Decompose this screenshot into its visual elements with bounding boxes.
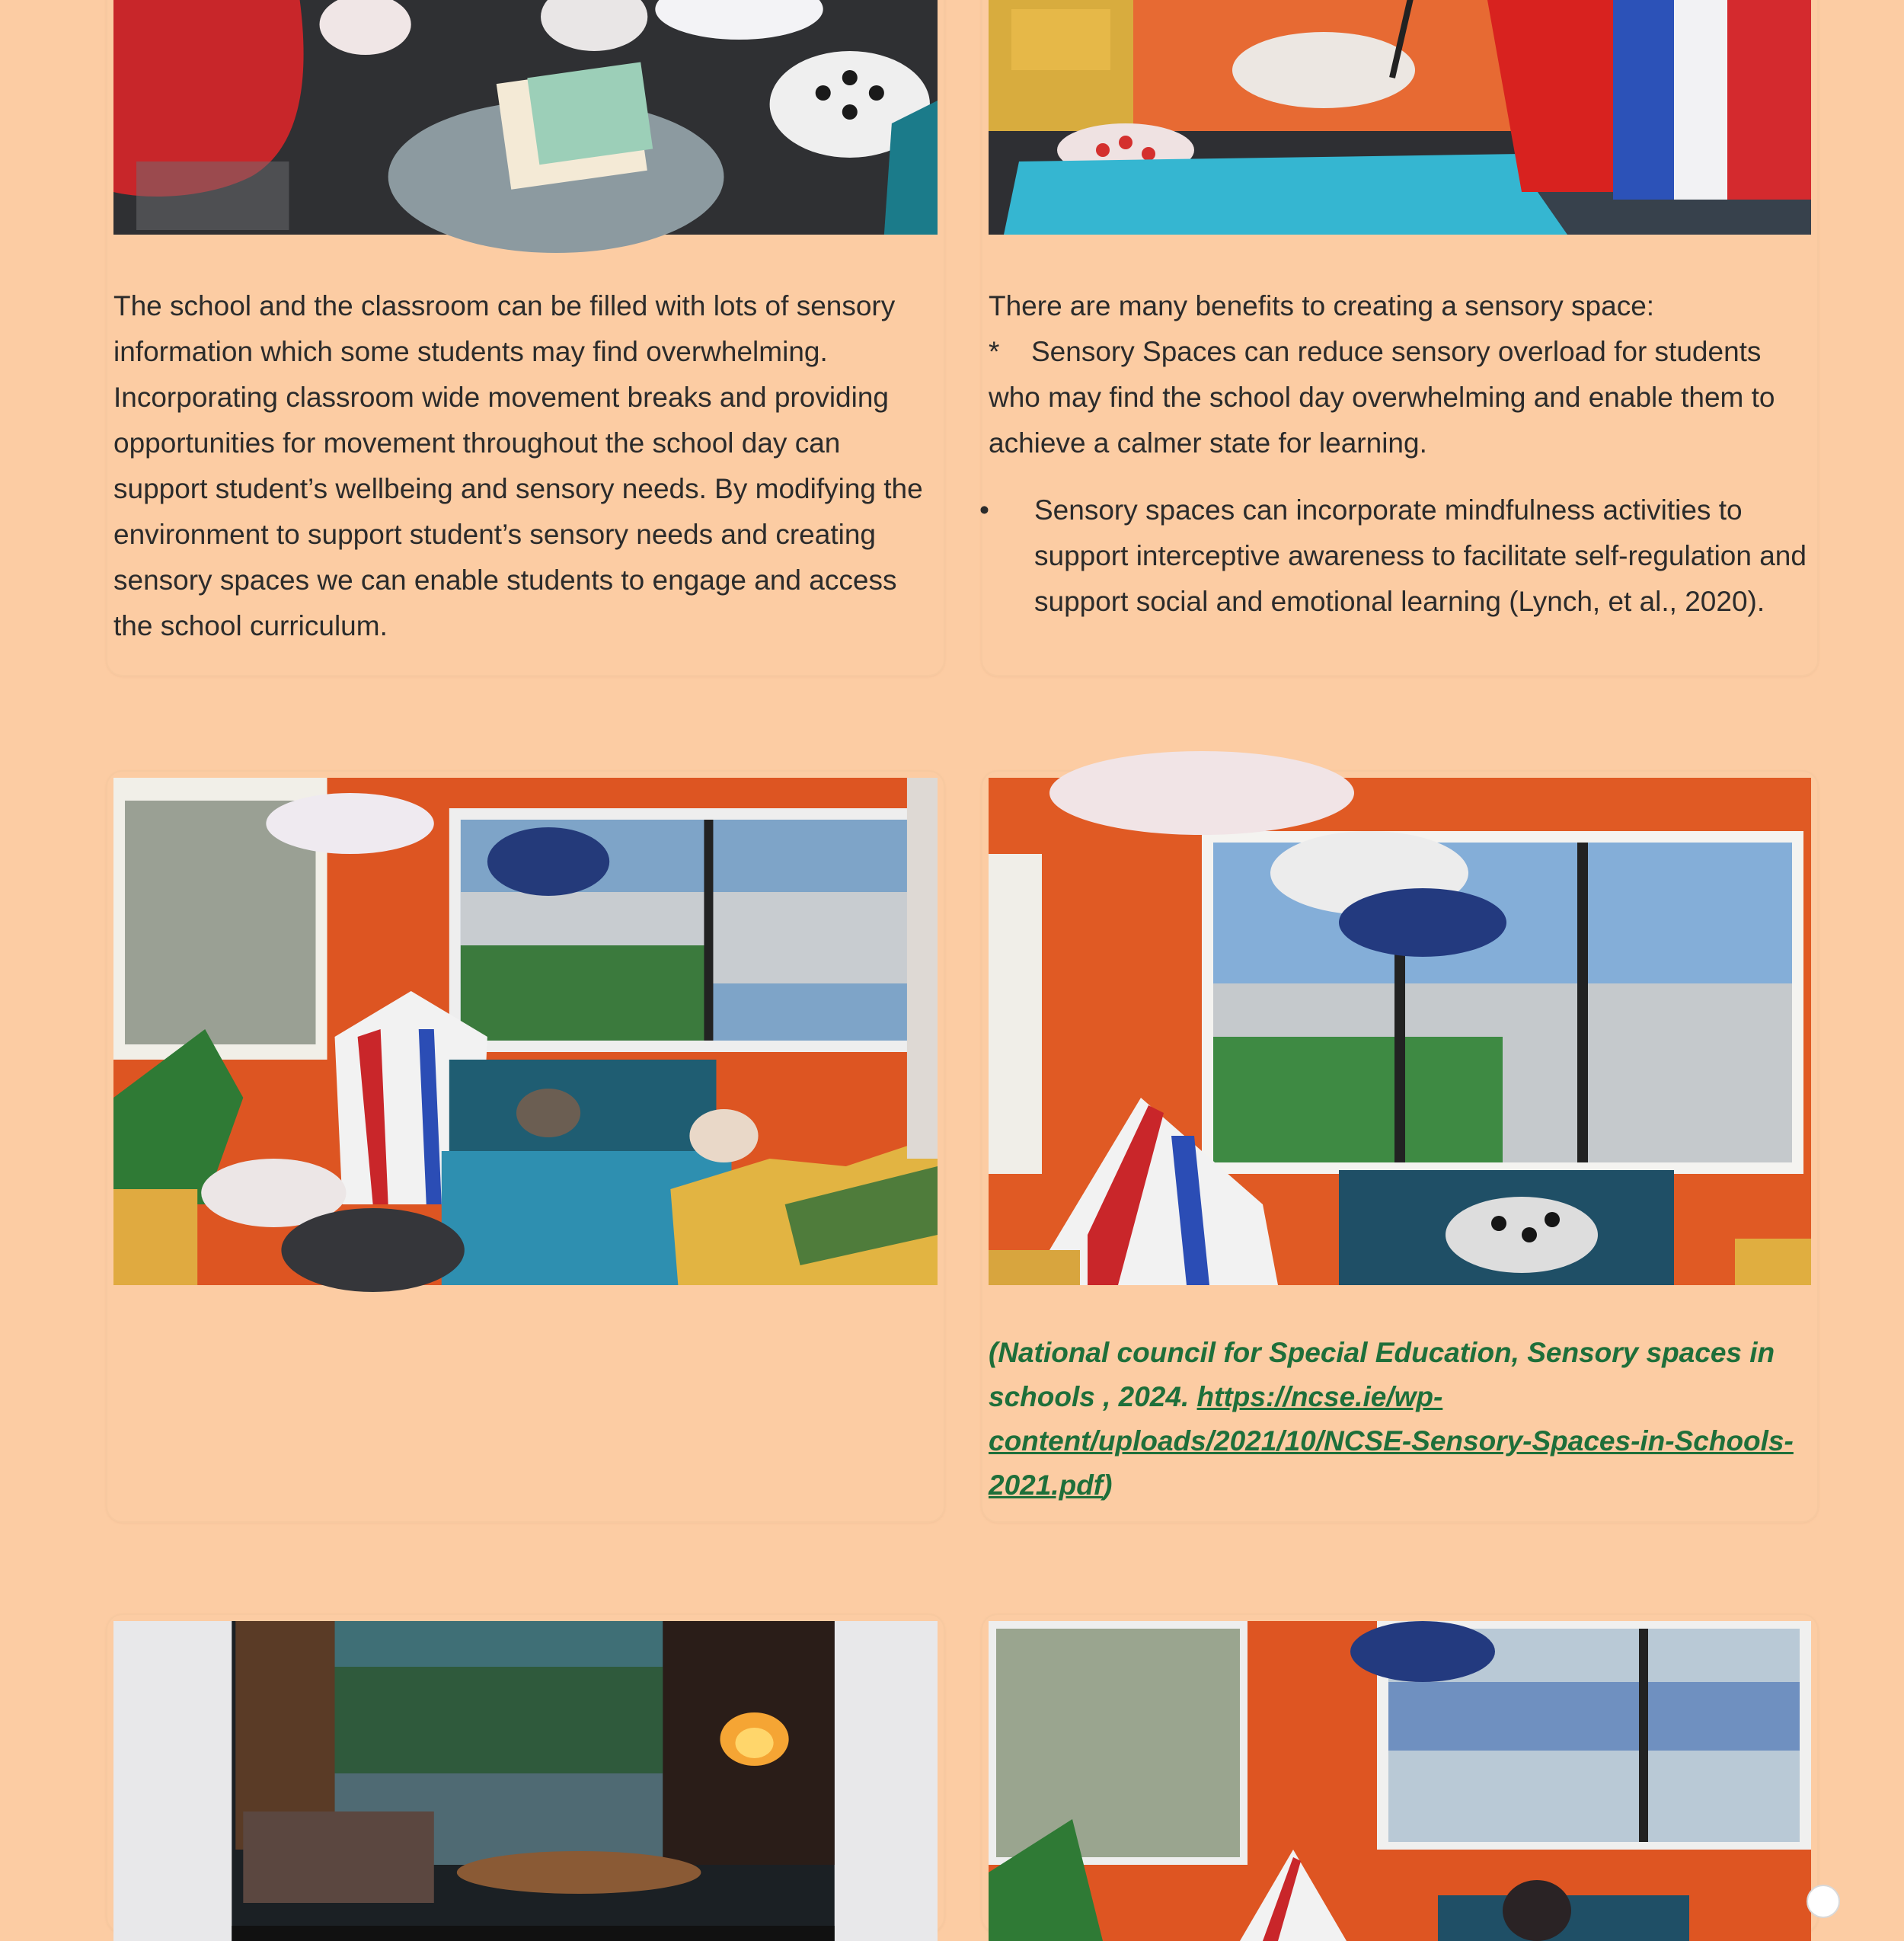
citation-text: (National council for Special Education, Sensory spaces in schools , 2024. [989, 1337, 1775, 1412]
photo-yellow-armchair[interactable] [989, 0, 1811, 235]
photo-sensory-room-windows[interactable] [989, 778, 1811, 1285]
benefit-item-mindfulness-text: Sensory spaces can incorporate mindfulness activities to support interceptive awareness to facilitate self-regulation and support social and emotional learning (Lynch, et al., 2020). [1034, 494, 1807, 617]
photo-sensory-room-student[interactable] [989, 1621, 1811, 1941]
card-bottom-right [981, 1613, 1819, 1933]
card-bottom-left [106, 1613, 945, 1933]
benefits-intro: There are many benefits to creating a sensory space: [989, 290, 1655, 321]
bullet-marker: • [979, 494, 989, 526]
card-middle-left [106, 770, 945, 1523]
photo-fireplace-screen[interactable] [113, 1621, 938, 1941]
scroll-indicator[interactable] [1807, 1885, 1840, 1918]
benefits-text [979, 283, 1811, 625]
card-middle-right [981, 770, 1819, 1523]
benefit-item-overload-text: Sensory Spaces can reduce sensory overload for students who may find the school day overwhelming and enable them to achieve a calmer state for learning. [989, 336, 1775, 459]
intro-paragraph [113, 283, 938, 649]
card-top-left [106, 0, 945, 676]
citation [989, 1331, 1811, 1508]
photo-red-beanbag[interactable] [113, 0, 938, 235]
photo-sensory-room-sofa[interactable] [113, 778, 938, 1285]
citation-link[interactable]: https://ncse.ie/wp-content/uploads/2021/10/NCSE-Sensory-Spaces-in-Schools-2021.pdf [989, 1381, 1794, 1501]
intro-paragraph-text: The school and the classroom can be filled with lots of sensory information which some students may find overwhelming. Incorporating classroom wide movement breaks and providing opportunities for movement throughout the school day can support student’s wellbeing and sensory needs. By modifying the environment to support student’s sensory needs and creating sensory spaces we can enable students to engage and access the school curriculum. [113, 290, 923, 641]
card-top-right [981, 0, 1819, 676]
citation-close: ) [1103, 1469, 1113, 1501]
star-marker: * [989, 336, 1000, 367]
benefit-item-mindfulness [979, 488, 1811, 625]
benefit-item-overload [989, 329, 1811, 466]
